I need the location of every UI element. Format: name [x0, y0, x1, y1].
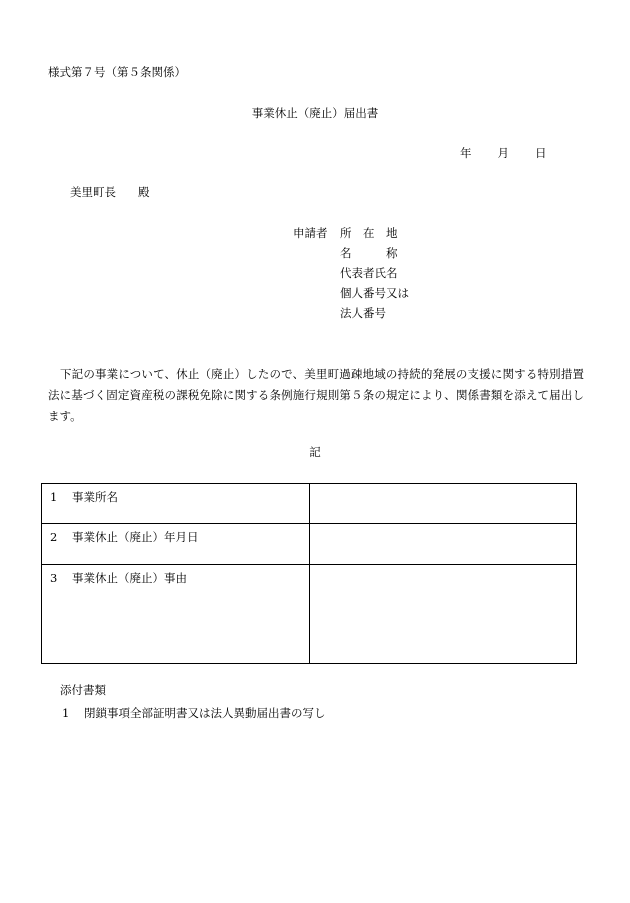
date-day: 日	[535, 146, 547, 160]
table-row	[42, 524, 577, 565]
addressee	[70, 187, 150, 199]
row-number: 2	[50, 530, 58, 544]
row-label: 事業休止（廃止）年月日	[72, 530, 199, 544]
items-table	[41, 483, 577, 664]
applicant-field-representative: 代表者氏名	[340, 266, 398, 280]
row-label: 事業所名	[72, 490, 118, 504]
applicant-field-id-number: 個人番号又は	[340, 286, 409, 300]
date-line	[460, 148, 547, 160]
addressee-name: 美里町長	[70, 185, 116, 199]
applicant-role: 申請者	[293, 226, 328, 240]
suspension-reason-field[interactable]	[310, 565, 577, 664]
ki-heading: 記	[309, 445, 321, 459]
attachment-text: 閉鎖事項全部証明書又は法人異動届出書の写し	[84, 706, 326, 720]
suspension-date-field[interactable]	[310, 524, 577, 565]
addressee-honorific: 殿	[138, 185, 150, 199]
table-row	[42, 484, 577, 524]
row-label: 事業休止（廃止）事由	[72, 571, 187, 585]
business-name-field[interactable]	[310, 484, 577, 524]
row-number: 1	[50, 490, 58, 504]
body-paragraph: 下記の事業について、休止（廃止）したので、美里町過疎地域の持続的発展の支援に関する特別措置法に基づく固定資産税の課税免除に関する条例施行規則第５条の規定により、関係書類を添えて届出します。	[48, 367, 584, 423]
form-number: 様式第７号（第５条関係）	[48, 65, 186, 79]
attachments-title: 添付書類	[60, 683, 106, 697]
date-month: 月	[497, 146, 509, 160]
applicant-field-name: 名 称	[340, 246, 398, 260]
row-label-cell	[42, 524, 310, 565]
attachment-item	[62, 708, 326, 720]
document-title: 事業休止（廃止）届出書	[251, 106, 379, 120]
table-row	[42, 565, 577, 664]
attachment-number: 1	[62, 706, 70, 720]
date-year: 年	[460, 146, 472, 160]
applicant-field-address: 所 在 地	[340, 226, 398, 240]
row-label-cell	[42, 484, 310, 524]
applicant-field-corp-number: 法人番号	[340, 306, 386, 320]
row-number: 3	[50, 571, 58, 585]
row-label-cell	[42, 565, 310, 664]
